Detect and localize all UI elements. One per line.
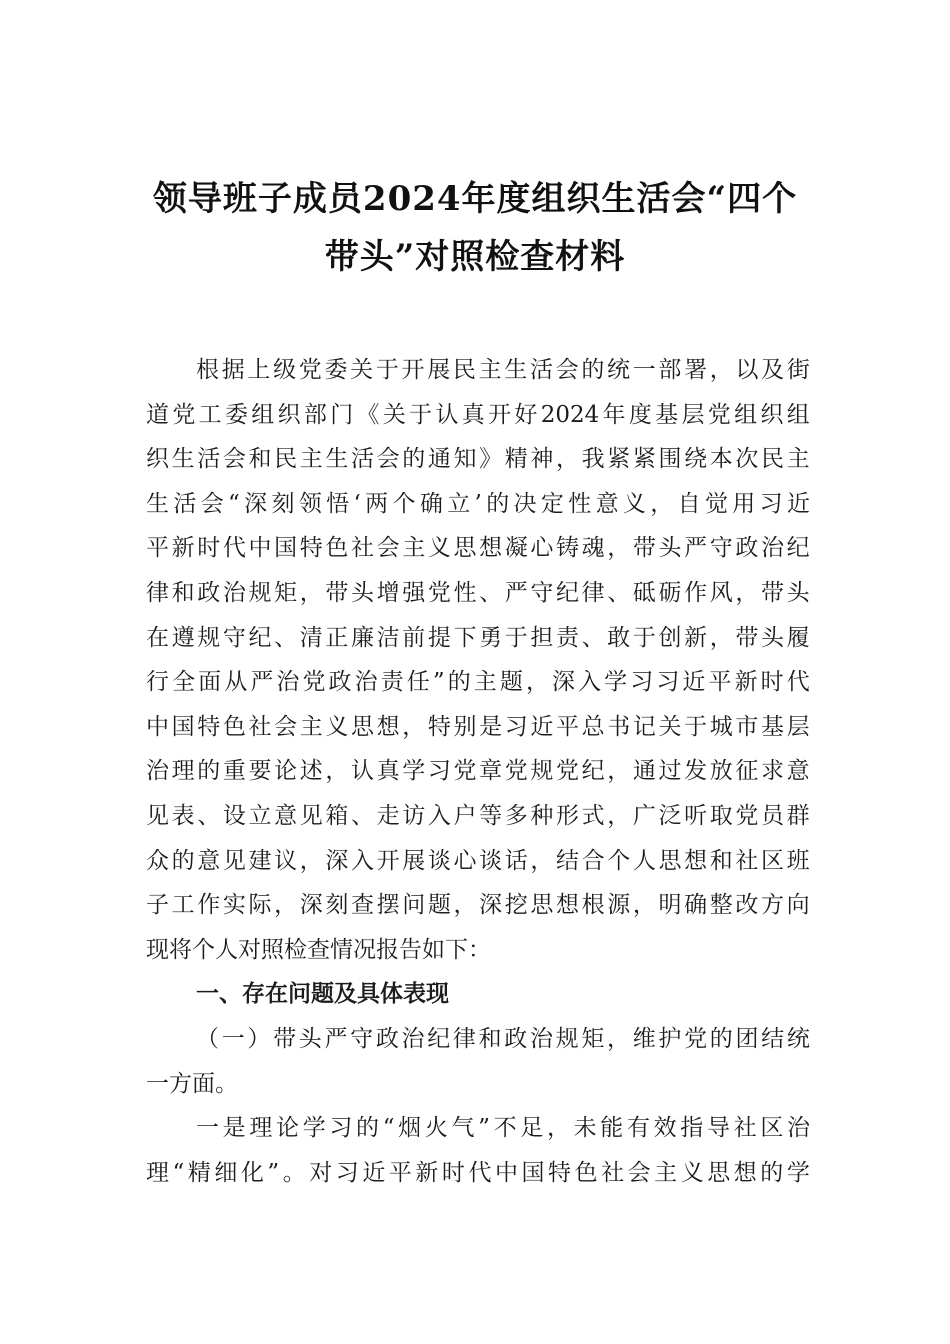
title-line-1: 领导班子成员2024年度组织生活会“四个 [152, 179, 798, 219]
text-line: 一方面。 [146, 1070, 238, 1097]
text-line: 现将个人对照检查情况报告如下： [146, 936, 491, 963]
paragraph-intro [146, 348, 810, 972]
text-line: 道 党 工 委 组 织 部 门 《 关 于 认 真 开 好 2024 年 度 基 层 党 组 织 组 [146, 401, 810, 428]
text-line: 根 据 上 级 党 委 关 于 开 展 民 主 生 活 会 的 统 一 部 署 ， 以 及 街 [196, 357, 810, 383]
text-line: 治 理 的 重 要 论 述 ， 认 真 学 习 党 章 党 规 党 纪 ， 通 过 发 放 征 求 意 [146, 758, 810, 785]
title-line-2: 带头”对照检查材料 [324, 237, 626, 277]
text-line: 众 的 意 见 建 议 ， 深 入 开 展 谈 心 谈 话 ， 结 合 个 人 思 想 和 社 区 班 [146, 847, 810, 874]
text-line: 织 生 活 会 和 民 主 生 活 会 的 通 知 》 精 神 ， 我 紧 紧 围 绕 本 次 民 主 [146, 446, 810, 473]
text-line: 律 和 政 治 规 矩 ， 带 头 增 强 党 性 、 严 守 纪 律 、 砥 砺 作 风 ， 带 头 [146, 579, 810, 606]
text-line: 理 “ 精 细 化 ” 。 对 习 近 平 新 时 代 中 国 特 色 社 会 主 义 思 想 的 学 [146, 1159, 810, 1186]
text-line: 在 遵 规 守 纪 、 清 正 廉 洁 前 提 下 勇 于 担 责 、 敢 于 创 新 ， 带 头 履 [146, 624, 810, 651]
document-title [140, 170, 810, 286]
paragraph-point-one [146, 1106, 810, 1195]
text-line: 平 新 时 代 中 国 特 色 社 会 主 义 思 想 凝 心 铸 魂 ， 带 头 严 守 政 治 纪 [146, 535, 810, 562]
section-heading: 一、存在问题及具体表现 [196, 981, 449, 1008]
text-line: 行 全 面 从 严 治 党 政 治 责 任 ” 的 主 题 ， 深 入 学 习 习 近 平 新 时 代 [146, 669, 810, 696]
text-line: 一 是 理 论 学 习 的 “ 烟 火 气 ” 不 足 ， 未 能 有 效 指 导 社 区 治 [196, 1115, 810, 1142]
text-line: 见 表 、 设 立 意 见 箱 、 走 访 入 户 等 多 种 形 式 ， 广 泛 听 取 党 员 群 [146, 802, 810, 829]
text-line: 中 国 特 色 社 会 主 义 思 想 ， 特 别 是 习 近 平 总 书 记 关 于 城 市 基 层 [146, 713, 810, 740]
text-line: 生 活 会 “ 深 刻 领 悟 ‘ 两 个 确 立 ’ 的 决 定 性 意 义 ， 自 觉 用 习 近 [146, 490, 810, 517]
subsection-heading [146, 1017, 810, 1106]
text-line: 子 工 作 实 际 ， 深 刻 查 摆 问 题 ， 深 挖 思 想 根 源 ， 明 确 整 改 方 向 [146, 892, 810, 919]
document-body [146, 348, 810, 1195]
text-line: （ 一 ） 带 头 严 守 政 治 纪 律 和 政 治 规 矩 ， 维 护 党 的 团 结 统 [196, 1025, 810, 1052]
